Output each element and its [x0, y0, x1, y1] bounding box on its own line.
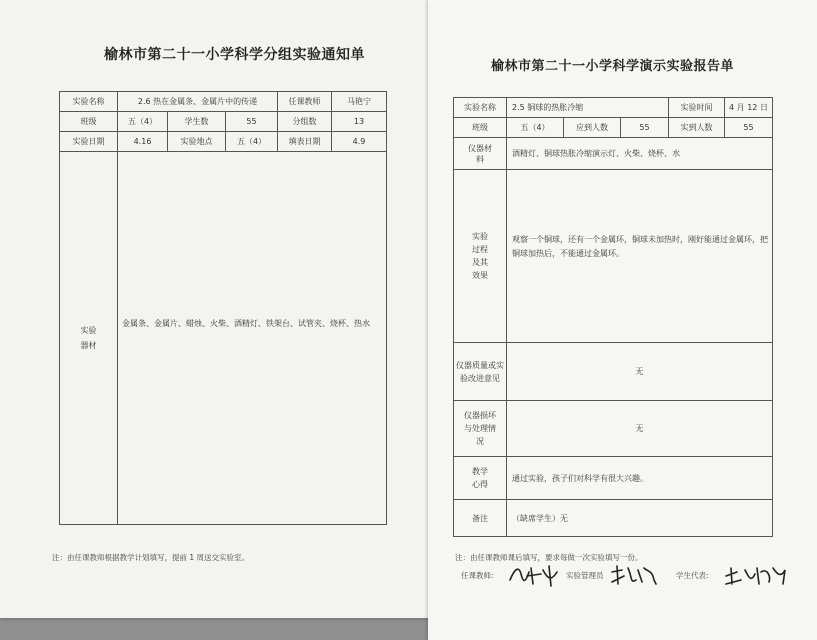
notice-note: 注：由任课教师根据教学计划填写，提前 1 周送交实验室。 [52, 553, 250, 562]
label-report-damage: 仪器损坏与处理情况 [454, 401, 507, 457]
label-group-count: 分组数 [278, 112, 332, 132]
teacher-sign-label: 任课教师: [461, 571, 494, 580]
label-report-reflection: 教学心得 [454, 457, 507, 500]
report-note: 注：由任课教师课后填写，要求每做一次实验填写一份。 [455, 553, 643, 562]
label-materials: 实验器材 [60, 152, 118, 525]
notice-table [59, 91, 387, 525]
value-teacher: 马艳宁 [332, 92, 387, 112]
label-report-actual: 实到人数 [669, 118, 725, 138]
value-report-quality: 无 [507, 343, 773, 401]
value-group-count: 13 [332, 112, 387, 132]
report-title: 榆林市第二十一小学科学演示实验报告单 [491, 59, 735, 74]
value-report-name: 2.5 铜球的热胀冷缩 [507, 98, 669, 118]
student-signature [723, 562, 789, 588]
label-student-count: 学生数 [168, 112, 226, 132]
label-report-time: 实验时间 [669, 98, 725, 118]
signature-row [461, 562, 801, 590]
value-report-materials: 酒精灯、铜球热胀冷缩演示灯、火柴、烧杯、水 [507, 138, 773, 170]
manager-signature [608, 562, 660, 588]
value-report-expected: 55 [621, 118, 669, 138]
label-report-name: 实验名称 [454, 98, 507, 118]
label-report-remarks: 备注 [454, 500, 507, 537]
label-teacher: 任课教师 [278, 92, 332, 112]
value-class: 五（4） [118, 112, 168, 132]
label-class: 班级 [60, 112, 118, 132]
student-sign-label: 学生代表: [676, 571, 709, 580]
value-report-time: 4 月 12 日 [725, 98, 773, 118]
notice-title: 榆林市第二十一小学科学分组实验通知单 [104, 47, 365, 63]
value-report-process: 观察一个铜球，还有一个金属环，铜球未加热时，刚好能通过金属环，把铜球加热后，不能通过金属环。 [507, 170, 773, 343]
value-location: 五（4） [226, 132, 278, 152]
value-date: 4.16 [118, 132, 168, 152]
label-report-quality: 仪器质量或实验改进意见 [454, 343, 507, 401]
label-report-materials: 仪器材料 [454, 138, 507, 170]
label-date: 实验日期 [60, 132, 118, 152]
label-experiment-name: 实验名称 [60, 92, 118, 112]
manager-sign-label: 实验管理员 [566, 571, 604, 580]
report-table [453, 97, 773, 537]
value-fill-date: 4.9 [332, 132, 387, 152]
value-student-count: 55 [226, 112, 278, 132]
label-fill-date: 填表日期 [278, 132, 332, 152]
value-report-class: 五（4） [507, 118, 564, 138]
report-sheet [428, 0, 817, 640]
label-report-expected: 应到人数 [564, 118, 621, 138]
value-report-remarks: （缺席学生）无 [507, 500, 773, 537]
value-report-damage: 无 [507, 401, 773, 457]
teacher-signature [507, 562, 562, 588]
label-report-process: 实验过程及其效果 [454, 170, 507, 343]
value-materials: 金属条、金属片、蜡烛、火柴、酒精灯、铁架台、试管夹、烧杯、热水 [118, 152, 387, 525]
value-experiment-name: 2.6 热在金属条、金属片中的传递 [118, 92, 278, 112]
label-report-class: 班级 [454, 118, 507, 138]
label-location: 实验地点 [168, 132, 226, 152]
value-report-reflection: 通过实验，孩子们对科学有很大兴趣。 [507, 457, 773, 500]
value-report-actual: 55 [725, 118, 773, 138]
